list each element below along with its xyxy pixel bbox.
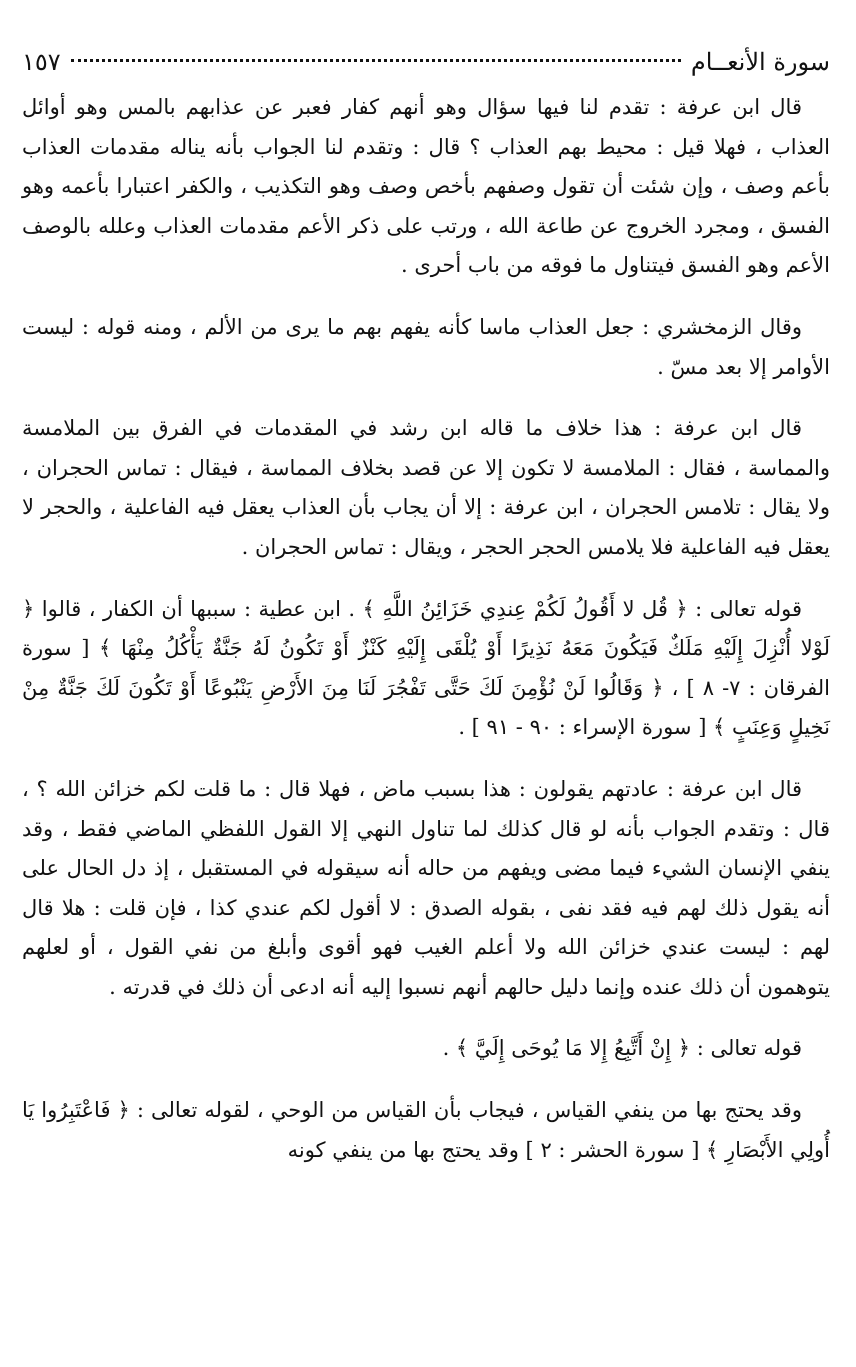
page-number: ١٥٧ <box>22 48 61 76</box>
paragraph-7: وقد يحتج بها من ينفي القياس ، فيجاب بأن القياس من الوحي ، لقوله تعالى : ﴿ فَاعْتَبِرُوا يَا أُولِي الأَبْصَارِ ﴾ [ سورة الحشر : ٢ ] وقد يحتج بها من ينفي كونه <box>22 1098 830 1162</box>
book-page <box>22 48 830 1358</box>
paragraph-1: قال ابن عرفة : تقدم لنا فيها سؤال وهو أنهم كفار فعبر عن عذابهم بالمس وهو أوائل العذاب ، فهلا قيل : محيط بهم العذاب ؟ قال : وتقدم لنا الجواب بأنه يناله مقدمات العذاب بأعم وصف ، وإن شئت أن تقول وصفهم بأخص وصف وهو التكذيب ، والكفر اعتبارا بأعمه وهو الفسق ، ومجرد الخروج عن طاعة الله ، ورتب على ذكر الأعم مقدمات العذاب وعلله بالوصف الأعم وهو الفسق فيتناول ما فوقه من باب أحرى . <box>22 95 830 278</box>
paragraph-6: قوله تعالى : ﴿ إِنْ أَتَّبِعُ إِلا مَا يُوحَى إِلَيَّ ﴾ . <box>442 1036 802 1061</box>
paragraph-5: قال ابن عرفة : عادتهم يقولون : هذا بسبب ماض ، فهلا قال : ما قلت لكم خزائن الله ؟ ، قال : وتقدم الجواب بأنه لو قال كذلك لما تناول النهي إلا القول اللفظي الماضي فقط ، وقد ينفي الإنسان الشيء فيما مضى ويفهم من حاله أنه سيقوله في المستقبل ، إذ دل الحال على أنه يقول ذلك لهم فيه فقد نفى ، بقوله الصدق : لا أقول لكم عندي كذا ، فإن قلت : هلا قال لهم : ليست عندي خزائن الله ولا أعلم الغيب فهو أقوى وأبلغ من نفي القول ، أو لعلهم يتوهمون أن ذلك عنده وإنما دليل حالهم أنهم نسبوا إليه أنه ادعى أن ذلك في قدرته . <box>22 776 830 999</box>
header-dotted-leader <box>71 59 681 62</box>
running-header <box>22 48 830 88</box>
paragraph-4: قوله تعالى : ﴿ قُل لا أَقُولُ لَكُمْ عِندِي خَزَائِنُ اللَّهِ ﴾ . ابن عطية : سببها أن الكفار ، قالوا ﴿ لَوْلا أُنْزِلَ إِلَيْهِ مَلَكٌ فَيَكُونَ مَعَهُ نَذِيرًا أَوْ يُلْقَى إِلَيْهِ كَنْزٌ أَوْ تَكُونُ لَهُ جَنَّةٌ يَأْكُلُ مِنْهَا ﴾ [ سورة الفرقان : ٧- ٨ ] ، ﴿ وَقَالُوا لَنْ نُؤْمِنَ لَكَ حَتَّى تَفْجُرَ لَنَا مِنَ الأَرْضِ يَنْبُوعًا أَوْ تَكُونَ لَكَ جَنَّةٌ مِنْ نَخِيلٍ وَعِنَبٍ ﴾ [ سورة الإسراء : ٩٠ - ٩١ ] . <box>22 596 830 740</box>
surah-title: سورة الأنعــام <box>690 48 830 76</box>
paragraph-3: قال ابن عرفة : هذا خلاف ما قاله ابن رشد في المقدمات في الفرق بين الملامسة والمماسة ، فقال : الملامسة لا تكون إلا عن قصد بخلاف المماسة ، فيقال : تماس الحجران ، ولا يقال : تلامس الحجران ، ابن عرفة : إلا أن يجاب بأن العذاب يعقل فيه الفاعلية ، والحجر لا يعقل فيه الفاعلية فلا يلامس الحجر الحجر ، ويقال : تماس الحجران . <box>22 416 830 559</box>
paragraph-2: وقال الزمخشري : جعل العذاب ماسا كأنه يفهم بهم ما يرى من الألم ، ومنه قوله : ليست الأوامر إلا بعد مسّ . <box>22 314 830 379</box>
